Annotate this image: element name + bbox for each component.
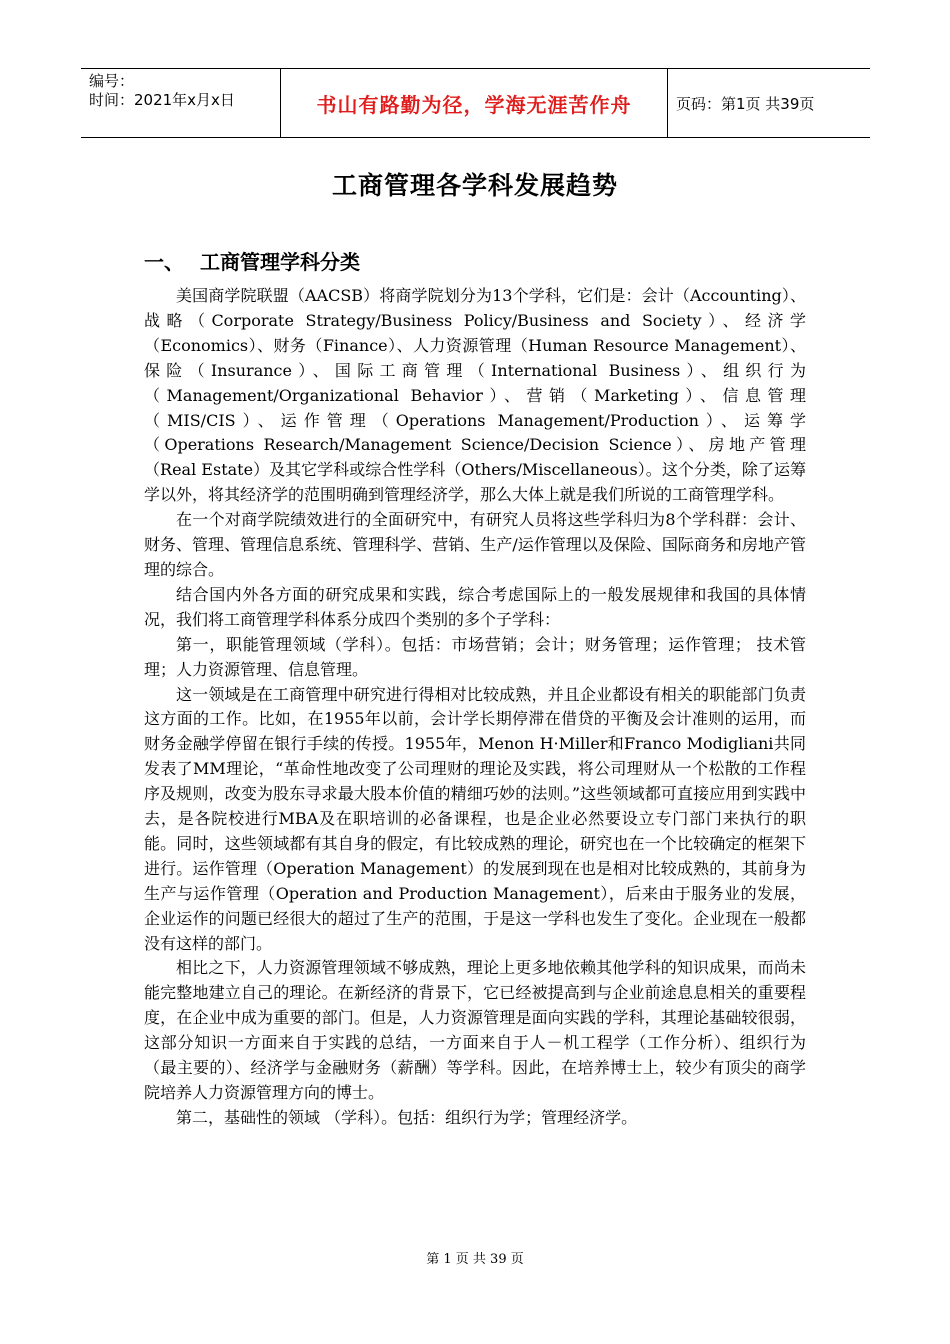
page-header (81, 68, 870, 138)
section-title: 工商管理学科分类 (200, 250, 360, 274)
document-title: 工商管理各学科发展趋势 (331, 171, 618, 200)
header-motto: 书山有路勤为径，学海无涯苦作舟 (281, 69, 668, 137)
paragraph: 在一个对商学院绩效进行的全面研究中，有研究人员将这些学科归为8个学科群：会计、财务、管理、管理信息系统、管理科学、营销、生产/运作管理以及保险、国际商务和房地产管理的综合。 (144, 510, 806, 579)
document-body (144, 284, 806, 1131)
page-footer: 第 1 页 共 39 页 (426, 1252, 524, 1267)
paragraph: 相比之下，人力资源管理领域不够成熟，理论上更多地依赖其他学科的知识成果，而尚未能完整地建立自己的理论。在新经济的背景下，它已经被提高到与企业前途息息相关的重要程度，在企业中成为重要的部门。但是，人力资源管理是面向实践的学科，其理论基础较很弱，这部分知识一方面来自于实践的总结，一方面来自于人－机工程学（工作分析）、组织行为（最主要的）、经济学与金融财务（薪酬）等学科。因此，在培养博士上，较少有顶尖的商学院培养人力资源管理方向的博士。 (144, 958, 806, 1102)
paragraph: 第一，职能管理领域（学科）。包括：市场营销；会计；财务管理；运作管理； 技术管理；人力资源管理、信息管理。 (144, 634, 806, 679)
section-heading (144, 246, 360, 275)
header-meta (81, 69, 281, 137)
section-number: 一、 (144, 250, 184, 274)
document-date: 时间：2021年x月x日 (89, 91, 235, 109)
paragraph: 这一领域是在工商管理中研究进行得相对比较成熟，并且企业都设有相关的职能部门负责这方面的工作。比如，在1955年以前，会计学长期停滞在借贷的平衡及会计准则的运用，而财务金融学停留在银行手续的传授。1955年，Menon H·Miller和Franco Modigliani共同发表了MM理论，“革命性地改变了公司理财的理论及实践，将公司理财从一个松散的工作程序及规则，改变为股东寻求最大股本价值的精细巧妙的法则。”这些领域都可直接应用到实践中去，是各院校进行MBA及在职培训的必备课程，也是企业必然要设立专门部门来执行的职能。同时，这些领域都有其自身的假定，有比较成熟的理论，研究也在一个比较确定的框架下进行。运作管理（Operation Management）的发展到现在也是相对比较成熟的，其前身为生产与运作管理（Operation and Production Management），后来由于服务业的发展，企业运作的问题已经很大的超过了生产的范围，于是这一学科也发生了变化。企业现在一般都没有这样的部门。 (144, 684, 806, 953)
document-code-label: 编号： (89, 72, 135, 90)
header-page-info: 页码：第1页 共39页 (676, 94, 815, 113)
paragraph: 结合国内外各方面的研究成果和实践，综合考虑国际上的一般发展规律和我国的具体情况，我们将工商管理学科体系分成四个类别的多个子学科： (144, 584, 806, 629)
paragraph: 美国商学院联盟（AACSB）将商学院划分为13个学科，它们是：会计（Accounting）、战略（Corporate Strategy/Business Policy/Business and Society）、经济学（Economics）、财务（Finance）、人力资源管理（Human Resource Management）、保险（Insurance）、国际工商管理（International Business）、组织行为（Management/Organizational Behavior）、营销（Marketing）、信息管理（MIS/CIS）、运作管理（Operations Management/Production）、运筹学（Operations Research/Management Science/Decision Science）、房地产管理（Real Estate）及其它学科或综合性学科（Others/Miscellaneous）。这个分类，除了运筹学以外，将其经济学的范围明确到管理经济学，那么大体上就是我们所说的工商管理学科。 (144, 286, 806, 505)
paragraph: 第二，基础性的领域 （学科）。包括：组织行为学；管理经济学。 (176, 1107, 638, 1127)
